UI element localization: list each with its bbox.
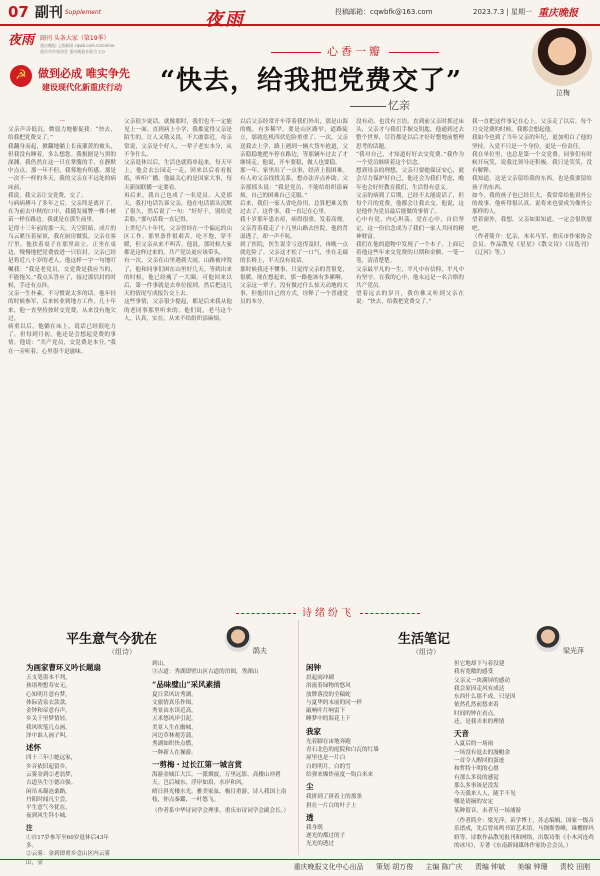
poet-left-name: 鹃夫: [253, 647, 267, 655]
poetry-divider: [298, 620, 299, 855]
poem-line: ③古道：秀湖即壁山区古道的泊图，秀湖山: [152, 669, 259, 676]
poem-line: 云雾金到②老翁梦，: [26, 771, 77, 778]
paragraph: 这些事情，父亲很少提起，都是后来我从他的老同事那里听来的。他们说，老马这个人，认真，实在，从来不给组织添麻烦。: [124, 299, 232, 322]
poem-line: 夏日采风访秀湖，: [152, 691, 197, 698]
paragraph: 我在单位里，也总是第一个交党费。同事们有时候开玩笑，说我比领导还积极。我只是笑笑，没有解释。: [472, 151, 592, 175]
poem-line: 有那么多说的感觉: [454, 774, 499, 781]
promo-slogan-main: 做到必成 唯实争先: [38, 67, 130, 80]
poem-line: 体际清泉衣款款。: [26, 699, 71, 706]
poem-line: 一种新人在操游。: [152, 749, 197, 756]
poem-line: 五支笔墨本不判，: [26, 675, 71, 681]
paragraph: 我说，我父亲让交党费，交了。: [8, 192, 87, 199]
newspaper-brand: 重庆晚报: [538, 8, 578, 19]
paragraph: 那时候我还不懂事，只觉得父亲的背很宽，很暖。现在想起来，那一路他该有多累啊。: [240, 266, 348, 281]
poem-line: 孩诸理想寿安无。: [26, 683, 71, 690]
poem-line: 泽中谁人画子叫。: [26, 733, 71, 740]
poem-line: 到山。: [152, 661, 169, 667]
poem-note-heading: 注: [26, 823, 33, 832]
poem-line: 我会原因走风有成达: [454, 685, 505, 692]
poem-line: 乡音依旧起留乡。: [26, 763, 71, 770]
poem-line: 放牌落没的全稿蛇: [306, 691, 351, 698]
paragraph: 后来，我们一家人省吃俭用，总算把难关熬过去了。这件事，我一直记在心里。: [240, 201, 348, 216]
poem-line: 一首令人醒回的蛋迹: [454, 757, 505, 764]
poem-note: ②云雾：金到即重乡壹山区内云雾山，金: [26, 851, 110, 866]
article-column-5: [472, 118, 592, 600]
promo-lines: [40, 43, 148, 55]
poet-bio: （作者系中华诗词学会理事，重庆市诗词学会副会长。）: [152, 808, 290, 815]
paragraph: 上世纪六十年代，父亲曾经在一个偏远的山区工作。那里条件很艰苦，吃不饱，穿不暖，但父亲从来不叫苦。他说，那时候大家都是这样过来的，共产党员更应该带头。: [124, 225, 232, 257]
article-column-2: [124, 118, 232, 600]
page-number: 07: [8, 3, 29, 21]
poem-line: 河边草林观芳蒲。: [152, 733, 197, 740]
paragraph: 父亲很少说话，就像那时，我们也不一定能见上一面。直到病上小学，我都觉得父亲是陌生的，让人又敬又畏，不大敢靠近。母亲常说，父亲是个好人，一辈子老实本分，从不争什么。: [124, 119, 232, 158]
promo-block: [0, 27, 150, 107]
poem-heading: 尘: [306, 782, 314, 792]
poem-line: 逐光的都过的子: [306, 833, 346, 840]
poem-left-subtitle: （组诗）: [108, 648, 136, 656]
paragraph: 以后父亲经常开车带着我们外出，那是山海的晚，有多稀罕。要是山区路窄，道路陡立，那就危机四伏危险重重了。一次，父亲送我去上学，路上遇到一辆大货车抢道，父亲稳稳地把车停在路边，等那辆车过去了才继续走。他说，开车要稳，做人也要稳。: [240, 119, 348, 167]
poem-line: 父亲又一块满屏的感动: [454, 677, 510, 684]
poem-line: 屋里也是一片白: [306, 755, 346, 762]
paragraph: 父亲这一辈子，没有做过什么惊天动地的大事，但他用自己的方式，诠释了一个普通党员的本分。: [240, 283, 348, 306]
poet-bio: （作者简介：梁光萍，苗学博士，苏志编辑，国家一级音乐谱成，先后曾凤鸣书馆艺术馆，马钢斯鲁峰，珠樱群玛娇等。诗歌作品散见报刊和网络，出版诗集《小木河连鸡的冰川》，专著《东南新闻媒体作家协会会员。）: [454, 818, 594, 849]
poem-line: 和哲特十明的心愿: [454, 766, 499, 773]
paragraph: 我如今也到了当年父亲的年纪，更加明白了他的坚持。入党不只是一个身份，更是一份责任。: [472, 135, 592, 150]
paragraph: 到了医院，医生说幸亏送得及时，再晚一点就危险了。父亲这才松了一口气，坐在走廊的长椅上，半天没有说话。: [240, 242, 348, 265]
section-number: 一: [59, 119, 65, 125]
paragraph: 我一直把这件事记在心上。父亲走了以后，每个月交党费的时候，我都会想起他。: [472, 119, 592, 134]
poem-line: 秀湖如织快点燃，: [152, 741, 197, 748]
article-column-4: [356, 118, 464, 600]
portrait-caption: 泣梅: [556, 89, 570, 97]
paragraph: “我对自己，才知道好好去交党费。”我作为一个党员继续着这个信念。: [356, 151, 464, 167]
poem-line: 我有宽敞的感受: [454, 669, 494, 676]
poem-note: ①自17岁参军至60岁退休后43年多。: [26, 834, 109, 850]
poem-line: 但它地却下与着没建: [454, 661, 505, 667]
paragraph: 我知道，这是父亲留给我的东西，也是我要留给孩子的东西。: [472, 176, 592, 191]
poem-line: 敲响叶片响雷下: [306, 708, 346, 715]
poem-line: 青石北色的庭院和白瓦的红墙: [306, 747, 379, 754]
poem-line: 我风吹笔几点画，: [26, 724, 71, 731]
poem-heading: 天音: [454, 729, 469, 739]
poem-line: 我拼到了拼着土的那条: [306, 794, 362, 801]
poem-line: 四十三年①她远家，: [26, 755, 77, 762]
footer-item: 责校 田刚: [559, 863, 590, 871]
footer-item: 责编 钟斌: [474, 863, 506, 871]
paragraph: 想到母亲的理想，父亲只要她保证安心，就会尽力保护好自己，他还会为我们考虑，晚年也会好好教育我们，生活得有意义。: [356, 168, 464, 191]
promo-series: 副刊 头条大家（第19季）: [40, 35, 110, 42]
poem-heading: 透: [306, 812, 314, 822]
promo-line: 重庆晚报·上游新闻 cqwb.com.cn/online: [40, 43, 115, 48]
poem-line: 时间的钟在看点，: [454, 710, 499, 717]
footer-item: 美编 钟珊: [517, 863, 548, 871]
poem-line: 我身既: [306, 824, 323, 831]
issue-date: 2023.7.3 | 星期一: [473, 8, 532, 16]
paragraph: 父亲最平凡的一生，平凡中有信仰，平凡中有坚守。在我的心中，他永远是一名合格的共产党员。: [356, 266, 464, 290]
poem-heading: “品味璧山”采风素描: [152, 679, 221, 689]
author-bio: （作者简介：忆亲，本名马军，重庆市作家协会会员。作品散见《星星》《散文诗》《诗选刊》《辽河》等。）: [472, 233, 592, 257]
poem-left-column-2: [152, 660, 290, 856]
paragraph: 我们在他的遗物中发现了一个本子，上面记着他这些年来交党费的日期和金额，一笔一笔，清清楚楚。: [356, 242, 464, 265]
poem-line: 美景人生在幽城，: [152, 724, 197, 731]
paragraph: 父亲一生朴素，不习惯说太多的话。他年轻的时候参军，后来转业到地方工作，几十年来，他一直坚持按时交党费，从来没有拖欠过。: [8, 291, 116, 322]
paragraph: 望着远去的岁月，我仿佛又听到父亲在说：“快去，给我把党费交了。”: [356, 291, 464, 306]
paragraph: 我翻身而起，掀翻地躺上长夜灌黄的被头，但我没有睡着，多么想您。我根据是与黑的深渊，我仍然在这一只在掌腹的手，在静默中点点。那一年不但，我蓦地有所感。那是一次不一样的冬天，我的父亲在不远处的病床前。: [8, 143, 116, 191]
poem-heading: 闲钟: [306, 663, 321, 672]
poem-line: 入夏后的一场雨: [454, 741, 494, 748]
poet-right-avatar: [535, 626, 561, 652]
paragraph: 望着窗外，我想，父亲如果知道，一定会很欣慰吧。: [472, 217, 592, 232]
paragraph: 心中有党，内心坦荡。党在心中，自信坚定，这一份信念成为了我们一家人共同的精神财富。: [356, 217, 464, 240]
poem-line: 金钟和帝意有声，: [26, 708, 71, 715]
poem-line: 哪是请摘的安定: [454, 799, 494, 806]
poem-line: 古道丛生③德自强。: [26, 780, 77, 787]
poem-line: 闲吊未凝沧桑路，: [26, 788, 71, 795]
footer-item: 主编 陈广庆: [425, 863, 463, 871]
paragraph: 父亲声音低沉，微弱力地催促我：“快去，给我把党费交了。”: [8, 127, 116, 142]
poetry-banner: 诗绪纷飞: [230, 604, 426, 619]
paragraph: 没有动，也没有言语。直到前父亲时抓过床头，父亲才与我们手握交钥匙，他通到过去整个世界，尽管都是以后才好好整地前整理思考的话题。: [356, 119, 464, 150]
article-column-3: [240, 118, 348, 600]
paragraph: 再后来，我自己也成了一名党员。入党那天，我打电话告诉父亲，他在电话那头沉默了很久，然后说了一句：“好好干，别给党丢脸。”那句话我一直记得。: [124, 192, 232, 224]
poem-left-title: 平生意气今犹在: [66, 632, 158, 647]
poem-heading: 一剪梅・过长江第一城言赏: [152, 759, 242, 769]
poem-line: 晴日斜光楼水光。雅美家弦，极目重游，诗人我国上南枝，你点秦鑑，一叶悠飞。: [152, 788, 287, 803]
column-logo: 夜雨: [205, 9, 245, 30]
footer-item: 重庆晚报文化中心出品: [293, 863, 364, 871]
poem-line: 光光的透过: [306, 841, 334, 848]
paragraph: 有一次，父亲在山里遇到大雨，山路被冲毁了，他和同事们困在山里好几天。等到出来的时候，他已经瘦了一大圈。可他回来以后，第一件事就是去单位报到，然后把这几天的情况写成报告交上去。: [124, 258, 232, 298]
paragraph: 我十岁那年患水痘，病得很重，发着高烧。父亲背着我走了十几里山路去医院，他的背湿透了，却一声不吭。: [240, 217, 348, 240]
poem-line: 与夏华的末前的同一样: [306, 699, 362, 706]
promo-line: 重庆市作家协会 重庆晚报社联合主办: [40, 49, 106, 54]
poem-right-column-1: [306, 660, 424, 856]
poem-line: 文旅情真乐作图。: [152, 699, 197, 706]
poem-heading: 为画家曹环义吟长题扇: [26, 663, 101, 672]
poem-line: 某种留音，未者另一场浦游: [454, 807, 522, 814]
poem-line: 心知明月意有梦，: [26, 691, 71, 698]
poem-line: 给弹来爆炸前度一钩白米来: [306, 771, 374, 778]
party-emblem-icon: ☭: [10, 65, 32, 87]
paragraph: 父亲退休以后，生活也就简单起来。每天早上，他会去公园走一走，回来以后看看报纸，听听广播。他最关心的是国家大事，每天新闻联播一定要看。: [124, 160, 232, 191]
poem-right-title: 生活笔记: [398, 632, 451, 647]
article-byline: 忆亲: [350, 97, 410, 113]
paragraph: 病重以后，他躺在床上，说话已经很吃力了，但每到月初，他还是会想起党费的事情。他说：“共产党员，交党费是本分。”我在一旁听着，心里很不是滋味。: [8, 324, 116, 355]
poem-line: 丹阳时闻凡尘尝。: [26, 796, 71, 803]
poem-right-subtitle: （组诗）: [412, 648, 440, 656]
poem-line: 还，是我弄来的理情: [454, 719, 505, 726]
page-footer: [0, 859, 600, 876]
poem-line: 五米悠风岸引泥。: [152, 716, 197, 723]
poem-right-column-2: [454, 660, 594, 856]
submission-email: 投稿邮箱：cqwbfk@163.com: [335, 8, 433, 16]
poem-line: 海游金城江大江。一派烟波，万里远影，高楼山冲碧天。岂后城东，浮岸如眉，水岸和风。: [152, 771, 281, 787]
poem-line: 拼在一片白的叶子上: [306, 802, 357, 809]
poem-line: 乡关千里梦情轻。: [26, 716, 71, 723]
paragraph: 记得十三年前的那一天，天空阴暗，成片的乌云紧压着屋顶，我在厨房做饭。父亲在客厅里，他扶着桌子在那里站立。正坐在桌边，慢慢地把党费放进一只信封。父亲已经是将近八十岁的老人，他这样一字一句地叮嘱我：“我是老党员，交党费是我应当的，不能拖欠。”我点头答应了，接过那信封的时候，手还有点抖。: [8, 225, 116, 290]
paragraph: 如今，我的孩子也已经长大，我常常给他讲外公的故事。他听得很认真，说将来也要成为像外公那样的人。: [472, 192, 592, 216]
section-english: Supplement: [64, 8, 102, 16]
poem-line: 今天我来人人，随手不见: [454, 791, 516, 798]
poem-line: 东西什么那不成，只是因: [454, 694, 516, 701]
article-column-1: [8, 118, 116, 600]
poem-heading: 我家: [306, 726, 321, 736]
poem-line: 那么多事该是没发: [454, 782, 499, 789]
section-name: 副刊: [34, 5, 63, 21]
poet-left-avatar: [225, 626, 251, 652]
paragraph: 那一年，家里出了一点事，经济上很困难。有人劝父亲找找关系，想办法弄点补助。父亲摇摇头说：“我是党员，不能给组织添麻烦，自己的困难自己克服。”: [240, 168, 348, 199]
page-header: [0, 0, 600, 30]
poem-left-column-1: [26, 660, 118, 866]
poem-line: 睡梦中的海花上下: [306, 716, 351, 723]
poem-line: 浴流着绿物的悠风: [306, 683, 351, 690]
poem-heading: 述怀: [26, 743, 41, 753]
poem-line: 依然孔然前悠来着: [454, 702, 499, 709]
poem-line: 夜到风生拜小城。: [26, 813, 71, 820]
footer-item: 策划 胡万俊: [375, 863, 414, 871]
poem-line: 晨起雨冲刷: [306, 675, 334, 681]
poem-line: 一场没有退去的漫帽余: [454, 749, 510, 756]
promo-slogan-sub: 建设现代化新重庆行动: [42, 83, 122, 92]
poet-right-name: 梁光萍: [563, 647, 584, 655]
poem-line: 光着脚在宙地奔跑: [306, 738, 351, 745]
column-kicker: 心香一瓣: [265, 43, 445, 59]
author-portrait: [532, 28, 592, 86]
paragraph: 父亲的病到了后期，已经不太能说话了，但每个月的党费，他都会让我去交。他说，这是他作为党员最后能做的事情了。: [356, 192, 464, 216]
article-title: “快去，给我把党费交了”: [160, 66, 462, 96]
promo-title: 夜雨: [8, 33, 35, 48]
poem-line: 平生意气今犹在，: [26, 805, 71, 812]
poem-line: 秀景由水读近高，: [152, 708, 197, 715]
poem-line: 白的明月，白的雪: [306, 763, 351, 770]
paragraph: 与病病搏斗了多年之后，父亲终是离开了。在为前去中秋的口中，我随发痛瞥一棵小树苗一样在路边。我就是在那生前里。: [8, 201, 116, 224]
